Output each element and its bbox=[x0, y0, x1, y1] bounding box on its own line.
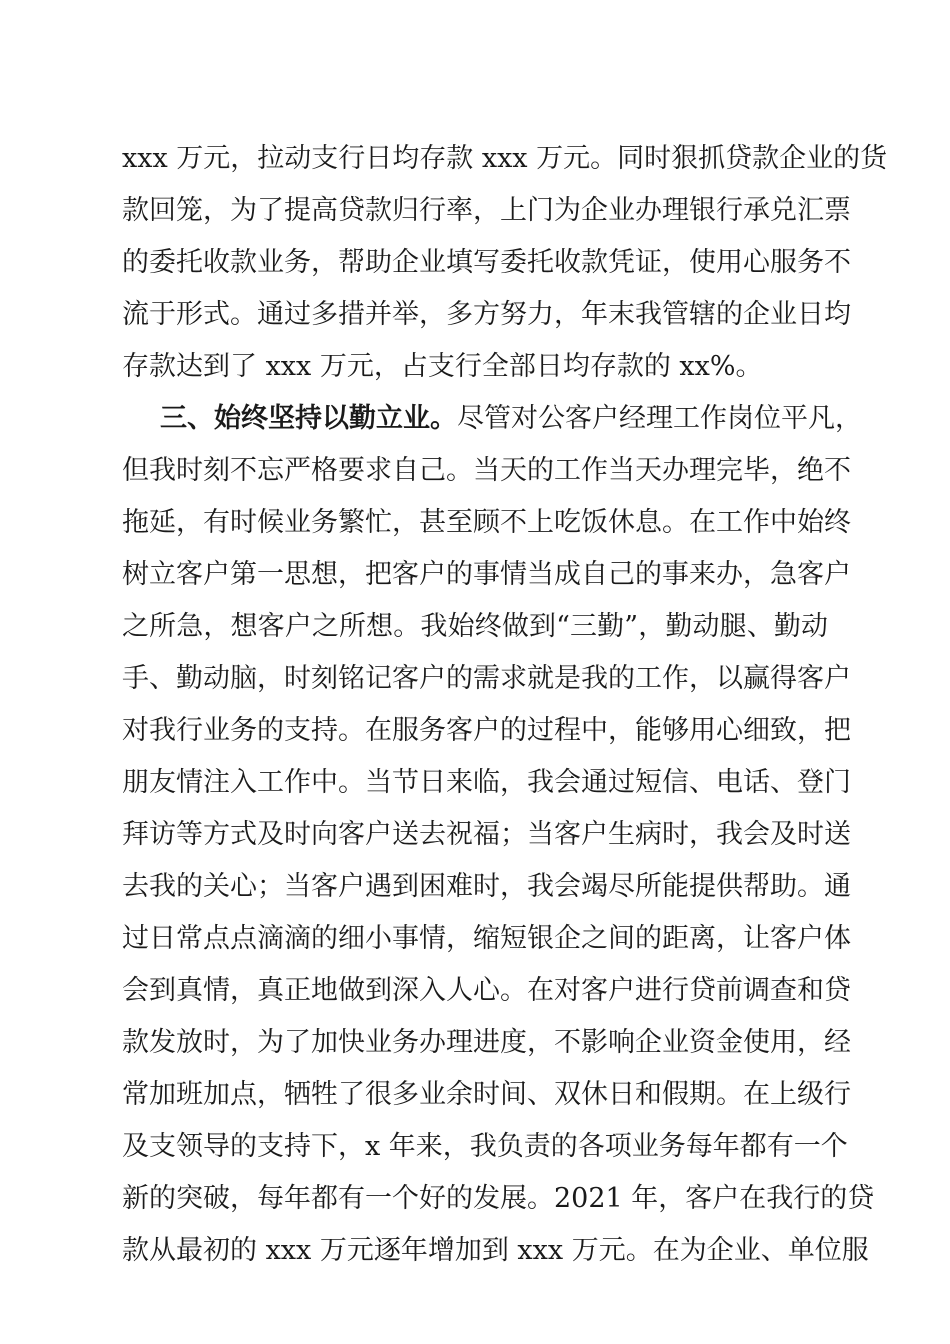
paragraph-1-line-1: xxx 万元，拉动支行日均存款 xxx 万元。同时狠抓贷款企业的货 bbox=[122, 143, 888, 174]
paragraph-2-line-13: 款发放时，为了加快业务办理进度，不影响企业资金使用，经 bbox=[122, 1027, 851, 1058]
paragraph-2-line-4: 树立客户第一思想，把客户的事情当成自己的事来办，急客户 bbox=[122, 559, 851, 590]
paragraph-2-line-10: 去我的关心；当客户遇到困难时，我会竭尽所能提供帮助。通 bbox=[122, 871, 851, 902]
paragraph-2-line-7: 对我行业务的支持。在服务客户的过程中，能够用心细致，把 bbox=[122, 715, 851, 746]
paragraph-2-line-17: 款从最初的 xxx 万元逐年增加到 xxx 万元。在为企业、单位服 bbox=[122, 1235, 869, 1266]
paragraph-2-line-1 bbox=[160, 397, 862, 441]
paragraph-2-line-5: 之所急，想客户之所想。我始终做到“三勤”，勤动腿、勤动 bbox=[122, 611, 828, 642]
paragraph-1-line-4: 流于形式。通过多措并举，多方努力，年末我管辖的企业日均 bbox=[122, 299, 851, 330]
paragraph-2-line-16: 新的突破，每年都有一个好的发展。2021 年，客户在我行的贷 bbox=[122, 1183, 875, 1214]
paragraph-1-line-5: 存款达到了 xxx 万元，占支行全部日均存款的 xx%。 bbox=[122, 351, 763, 382]
paragraph-2-line-9: 拜访等方式及时向客户送去祝福；当客户生病时，我会及时送 bbox=[122, 819, 851, 850]
paragraph-1-line-3: 的委托收款业务，帮助企业填写委托收款凭证，使用心服务不 bbox=[122, 247, 851, 278]
paragraph-2-line-8: 朋友情注入工作中。当节日来临，我会通过短信、电话、登门 bbox=[122, 767, 851, 798]
paragraph-2-line-1-text: 尽管对公客户经理工作岗位平凡， bbox=[457, 403, 862, 434]
section-heading: 三、始终坚持以勤立业。 bbox=[160, 403, 457, 434]
paragraph-2-line-14: 常加班加点，牺牲了很多业余时间、双休日和假期。在上级行 bbox=[122, 1079, 851, 1110]
paragraph-2-line-12: 会到真情，真正地做到深入人心。在对客户进行贷前调查和贷 bbox=[122, 975, 851, 1006]
paragraph-2-line-11: 过日常点点滴滴的细小事情，缩短银企之间的距离，让客户体 bbox=[122, 923, 851, 954]
paragraph-2-line-15: 及支领导的支持下，x 年来，我负责的各项业务每年都有一个 bbox=[122, 1131, 848, 1162]
paragraph-2-line-6: 手、勤动脑，时刻铭记客户的需求就是我的工作，以赢得客户 bbox=[122, 663, 851, 694]
paragraph-1-line-2: 款回笼，为了提高贷款归行率，上门为企业办理银行承兑汇票 bbox=[122, 195, 851, 226]
paragraph-2-line-2: 但我时刻不忘严格要求自己。当天的工作当天办理完毕，绝不 bbox=[122, 455, 851, 486]
paragraph-2-line-3: 拖延，有时候业务繁忙，甚至顾不上吃饭休息。在工作中始终 bbox=[122, 507, 851, 538]
